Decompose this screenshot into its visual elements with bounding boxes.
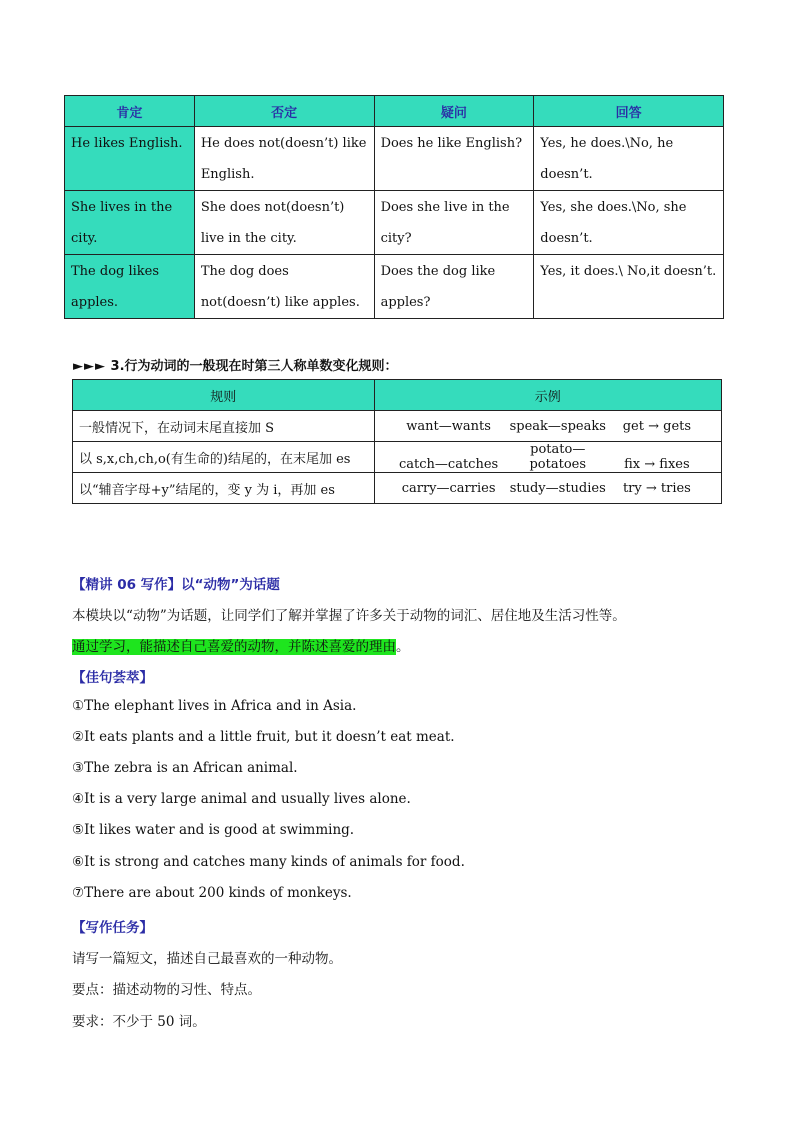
examples-cell bbox=[374, 473, 721, 504]
task-requirement: 要求：不少于 50 词。 bbox=[72, 1014, 206, 1030]
writing-intro: 本模块以“动物”为话题，让同学们了解并掌握了许多关于动物的词汇、居住地及生活习性等。 bbox=[72, 608, 626, 624]
table-row bbox=[73, 473, 722, 504]
example: carry—carries bbox=[401, 480, 496, 496]
writing-goal bbox=[72, 635, 410, 655]
header-question: 疑问 bbox=[374, 96, 534, 127]
example: fix → fixes bbox=[624, 457, 690, 472]
example: get → gets bbox=[622, 418, 692, 434]
example: catch—catches bbox=[399, 457, 499, 472]
sentence-item: ⑥It is strong and catches many kinds of animals for food. bbox=[72, 854, 465, 870]
table-cell: He does not(doesn’t) like English. bbox=[194, 127, 374, 191]
table-cell: Yes, she does.\No, she doesn’t. bbox=[534, 191, 724, 255]
example: speak—speaks bbox=[509, 418, 606, 434]
example: study—studies bbox=[509, 480, 606, 496]
sentence-item: ②It eats plants and a little fruit, but it doesn’t eat meat. bbox=[72, 729, 455, 745]
grammar-table-third-person-rules bbox=[72, 379, 722, 504]
table-row bbox=[65, 127, 724, 191]
rule-cell: 一般情况下，在动词末尾直接加 S bbox=[73, 411, 375, 442]
table-cell: Does the dog like apples? bbox=[374, 255, 534, 319]
arrow-bullets-icon: ►►► bbox=[73, 359, 106, 374]
task-heading: 【写作任务】 bbox=[72, 920, 153, 936]
table-header-row bbox=[65, 96, 724, 127]
header-affirmative: 肯定 bbox=[65, 96, 195, 127]
table-row bbox=[65, 191, 724, 255]
examples-cell bbox=[374, 411, 721, 442]
table-cell: He likes English. bbox=[65, 127, 195, 191]
sentences-heading: 【佳句荟萃】 bbox=[72, 670, 153, 686]
example: potato—potatoes bbox=[529, 442, 587, 472]
section-title-text: 3.行为动词的一般现在时第三人称单数变化规则： bbox=[110, 359, 398, 374]
writing-heading: 【精讲 06 写作】以“动物”为话题 bbox=[72, 577, 280, 593]
examples-cell bbox=[374, 442, 721, 473]
header-negative: 否定 bbox=[194, 96, 374, 127]
sentence-item: ④It is a very large animal and usually lives alone. bbox=[72, 791, 411, 807]
sentence-item: ⑤It likes water and is good at swimming. bbox=[72, 822, 355, 838]
goal-end: 。 bbox=[396, 639, 410, 655]
rule-cell: 以“辅音字母+y”结尾的，变 y 为 i，再加 es bbox=[73, 473, 375, 504]
example: want—wants bbox=[406, 418, 491, 434]
header-examples: 示例 bbox=[374, 380, 721, 411]
table-cell: Does he like English? bbox=[374, 127, 534, 191]
sentence-item: ⑦There are about 200 kinds of monkeys. bbox=[72, 885, 352, 901]
table-header-row bbox=[73, 380, 722, 411]
task-text: 请写一篇短文，描述自己最喜欢的一种动物。 bbox=[72, 951, 342, 967]
highlighted-goal: 通过学习，能描述自己喜爱的动物，并陈述喜爱的理由 bbox=[72, 639, 396, 655]
table-cell: Yes, he does.\No, he doesn’t. bbox=[534, 127, 724, 191]
rule-cell: 以 s,x,ch,ch,o(有生命的)结尾的，在末尾加 es bbox=[73, 442, 375, 473]
header-rule: 规则 bbox=[73, 380, 375, 411]
table-cell: She does not(doesn’t) live in the city. bbox=[194, 191, 374, 255]
table-cell: She lives in the city. bbox=[65, 191, 195, 255]
sentence-item: ①The elephant lives in Africa and in Asia. bbox=[72, 698, 357, 714]
sentence-item: ③The zebra is an African animal. bbox=[72, 760, 298, 776]
table-row bbox=[73, 442, 722, 473]
table-cell: The dog likes apples. bbox=[65, 255, 195, 319]
table-cell: Yes, it does.\ No,it doesn’t. bbox=[534, 255, 724, 319]
section-title bbox=[73, 355, 398, 374]
example: try → tries bbox=[622, 480, 691, 496]
table-row bbox=[73, 411, 722, 442]
grammar-table-sentence-forms bbox=[64, 95, 724, 319]
table-row bbox=[65, 255, 724, 319]
table-cell: The dog does not(doesn’t) like apples. bbox=[194, 255, 374, 319]
table-cell: Does she live in the city? bbox=[374, 191, 534, 255]
header-answer: 回答 bbox=[534, 96, 724, 127]
task-points: 要点：描述动物的习性、特点。 bbox=[72, 982, 261, 998]
